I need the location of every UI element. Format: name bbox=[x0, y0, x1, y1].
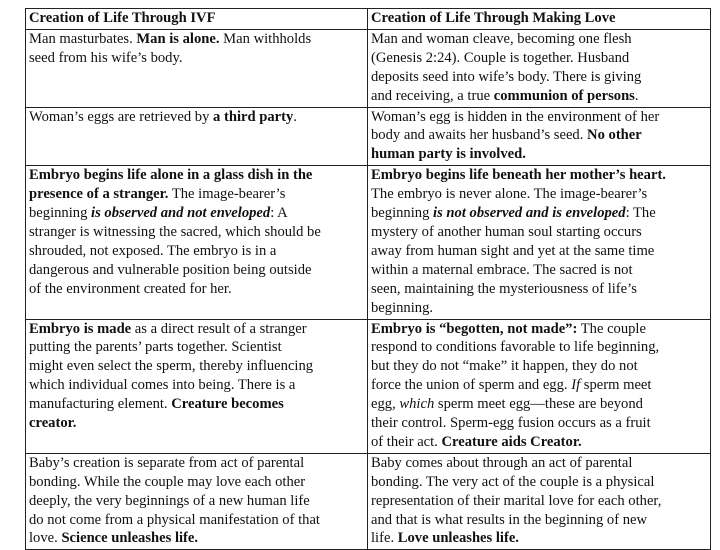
text-line bbox=[29, 414, 365, 433]
text-run: putting the parents’ parts together. Scientist bbox=[29, 339, 282, 356]
text-run: which bbox=[399, 396, 435, 413]
text-run: bonding. The very act of the couple is a physical bbox=[371, 473, 655, 490]
text-line bbox=[371, 299, 708, 318]
text-line bbox=[29, 223, 365, 242]
text-line bbox=[29, 357, 365, 376]
text-line bbox=[371, 338, 708, 357]
table-row bbox=[26, 453, 711, 550]
table-row bbox=[26, 107, 711, 166]
text-run: stranger is witnessing the sacred, which should be bbox=[29, 223, 321, 240]
table-row bbox=[26, 319, 711, 453]
text-run: Creature aids Creator. bbox=[441, 433, 582, 450]
making-love-cell bbox=[368, 166, 711, 319]
header-ivf: Creation of Life Through IVF bbox=[26, 9, 368, 30]
text-line bbox=[371, 454, 708, 473]
comparison-table bbox=[25, 8, 711, 550]
text-run: and that is what results in the beginning of new bbox=[371, 511, 648, 528]
text-line bbox=[371, 68, 708, 87]
text-run: love. bbox=[29, 530, 62, 547]
text-run: beginning. bbox=[371, 299, 434, 316]
text-run: (Genesis 2:24). Couple is together. Husband bbox=[371, 49, 630, 66]
text-line bbox=[29, 492, 365, 511]
text-run: away from human sight and yet at the same time bbox=[371, 242, 655, 259]
text-run: Embryo is made bbox=[29, 320, 132, 337]
ivf-cell bbox=[26, 319, 368, 453]
text-run: dangerous and vulnerable position being outside bbox=[29, 261, 312, 278]
text-run: : A bbox=[270, 205, 288, 222]
text-line bbox=[29, 185, 365, 204]
text-run: respond to conditions favorable to life beginning, bbox=[371, 339, 660, 356]
text-run: their control. Sperm-egg fusion occurs as a fruit bbox=[371, 415, 651, 432]
text-run: Man and woman cleave, becoming one flesh bbox=[371, 30, 632, 47]
text-run: communion of persons bbox=[493, 87, 635, 104]
ivf-cell bbox=[26, 29, 368, 107]
making-love-cell bbox=[368, 29, 711, 107]
text-run: Embryo begins life beneath her mother’s heart. bbox=[371, 167, 666, 184]
text-line bbox=[371, 433, 708, 452]
making-love-cell bbox=[368, 453, 711, 550]
text-line bbox=[371, 473, 708, 492]
text-run: Creature becomes bbox=[171, 396, 284, 413]
text-line bbox=[29, 454, 365, 473]
text-line bbox=[29, 30, 365, 49]
header-row bbox=[26, 9, 711, 30]
text-run: creator. bbox=[29, 415, 77, 432]
text-line bbox=[371, 492, 708, 511]
text-line bbox=[371, 108, 708, 127]
text-line bbox=[371, 395, 708, 414]
text-line bbox=[29, 108, 365, 127]
text-run: force the union of sperm and egg. bbox=[371, 377, 572, 394]
text-run: The embryo is never alone. The image-bearer’s bbox=[371, 186, 648, 203]
text-run: Woman’s eggs are retrieved by bbox=[29, 108, 214, 125]
text-line bbox=[29, 338, 365, 357]
text-line bbox=[29, 166, 365, 185]
text-line bbox=[29, 529, 365, 548]
text-run: representation of their marital love for each other, bbox=[371, 492, 662, 509]
text-line bbox=[371, 49, 708, 68]
text-line bbox=[29, 242, 365, 261]
text-line bbox=[371, 126, 708, 145]
ivf-cell bbox=[26, 107, 368, 166]
text-run: a third party bbox=[213, 108, 294, 125]
ivf-cell bbox=[26, 166, 368, 319]
text-line bbox=[29, 395, 365, 414]
text-run: sperm meet bbox=[580, 377, 652, 394]
text-line bbox=[371, 280, 708, 299]
text-run: : The bbox=[625, 205, 656, 222]
text-run: bonding. While the couple may love each other bbox=[29, 473, 306, 490]
text-run: . bbox=[634, 87, 639, 104]
text-run: Baby’s creation is separate from act of parental bbox=[29, 454, 305, 471]
text-line bbox=[371, 242, 708, 261]
text-run: sperm meet egg—these are beyond bbox=[434, 396, 643, 413]
text-run: is observed and not enveloped bbox=[91, 205, 271, 222]
text-run: of their act. bbox=[371, 433, 442, 450]
text-run: seen, maintaining the mysteriousness of life’s bbox=[371, 280, 637, 297]
text-run: The image-bearer’s bbox=[168, 186, 286, 203]
text-run: Man is alone. bbox=[136, 30, 220, 47]
text-line bbox=[29, 320, 365, 339]
text-line bbox=[371, 414, 708, 433]
text-run: Man withholds bbox=[219, 30, 312, 47]
text-line bbox=[371, 511, 708, 530]
text-run: shrouded, not exposed. The embryo is in a bbox=[29, 242, 277, 259]
text-run: If bbox=[571, 377, 581, 394]
text-line bbox=[29, 261, 365, 280]
table-row bbox=[26, 166, 711, 319]
text-run: is not observed and is enveloped bbox=[433, 205, 626, 222]
text-line bbox=[371, 30, 708, 49]
text-line bbox=[371, 529, 708, 548]
text-line bbox=[29, 511, 365, 530]
text-line bbox=[29, 204, 365, 223]
text-run: beginning bbox=[371, 205, 434, 222]
text-line bbox=[371, 261, 708, 280]
text-line bbox=[371, 376, 708, 395]
text-run: but they do not “make” it happen, they do not bbox=[371, 358, 638, 375]
text-run: . bbox=[293, 108, 297, 125]
header-making-love: Creation of Life Through Making Love bbox=[368, 9, 711, 30]
text-run: mystery of another human soul starting occurs bbox=[371, 223, 642, 240]
making-love-cell bbox=[368, 319, 711, 453]
text-run: The couple bbox=[577, 320, 646, 337]
text-line bbox=[29, 49, 365, 68]
text-run: of the environment created for her. bbox=[29, 280, 232, 297]
text-run: which individual comes into being. There is a bbox=[29, 377, 296, 394]
text-run: within a maternal embrace. The sacred is not bbox=[371, 261, 633, 278]
text-run: Baby comes about through an act of parental bbox=[371, 454, 633, 471]
text-run: do not come from a physical manifestation of that bbox=[29, 511, 320, 528]
text-line bbox=[371, 185, 708, 204]
text-run: life. bbox=[371, 530, 398, 547]
text-run: egg, bbox=[371, 396, 400, 413]
text-line bbox=[29, 473, 365, 492]
text-run: presence of a stranger. bbox=[29, 186, 169, 203]
text-run: might even select the sperm, thereby influencing bbox=[29, 358, 314, 375]
text-run: human party is involved. bbox=[371, 146, 526, 163]
table-row bbox=[26, 29, 711, 107]
text-run: body and awaits her husband’s seed. bbox=[371, 127, 588, 144]
text-run: and receiving, a true bbox=[371, 87, 494, 104]
text-run: No other bbox=[587, 127, 642, 144]
text-run: Embryo is “begotten, not made”: bbox=[371, 320, 578, 337]
text-run: seed from his wife’s body. bbox=[29, 49, 183, 66]
text-run: Embryo begins life alone in a glass dish in the bbox=[29, 167, 313, 184]
ivf-cell bbox=[26, 453, 368, 550]
making-love-cell bbox=[368, 107, 711, 166]
text-line bbox=[371, 145, 708, 164]
text-run: Love unleashes life. bbox=[397, 530, 519, 547]
text-run: deeply, the very beginnings of a new human life bbox=[29, 492, 310, 509]
text-run: manufacturing element. bbox=[29, 396, 172, 413]
text-line bbox=[371, 320, 708, 339]
text-line bbox=[371, 87, 708, 106]
text-run: Man masturbates. bbox=[29, 30, 137, 47]
text-line bbox=[371, 166, 708, 185]
text-run: beginning bbox=[29, 205, 92, 222]
text-run: Science unleashes life. bbox=[61, 530, 199, 547]
text-run: deposits seed into wife’s body. There is giving bbox=[371, 68, 642, 85]
text-line bbox=[371, 357, 708, 376]
text-line bbox=[371, 223, 708, 242]
text-run: Woman’s egg is hidden in the environment of her bbox=[371, 108, 660, 125]
text-run: as a direct result of a stranger bbox=[131, 320, 307, 337]
text-line bbox=[371, 204, 708, 223]
text-line bbox=[29, 280, 365, 299]
text-line bbox=[29, 376, 365, 395]
